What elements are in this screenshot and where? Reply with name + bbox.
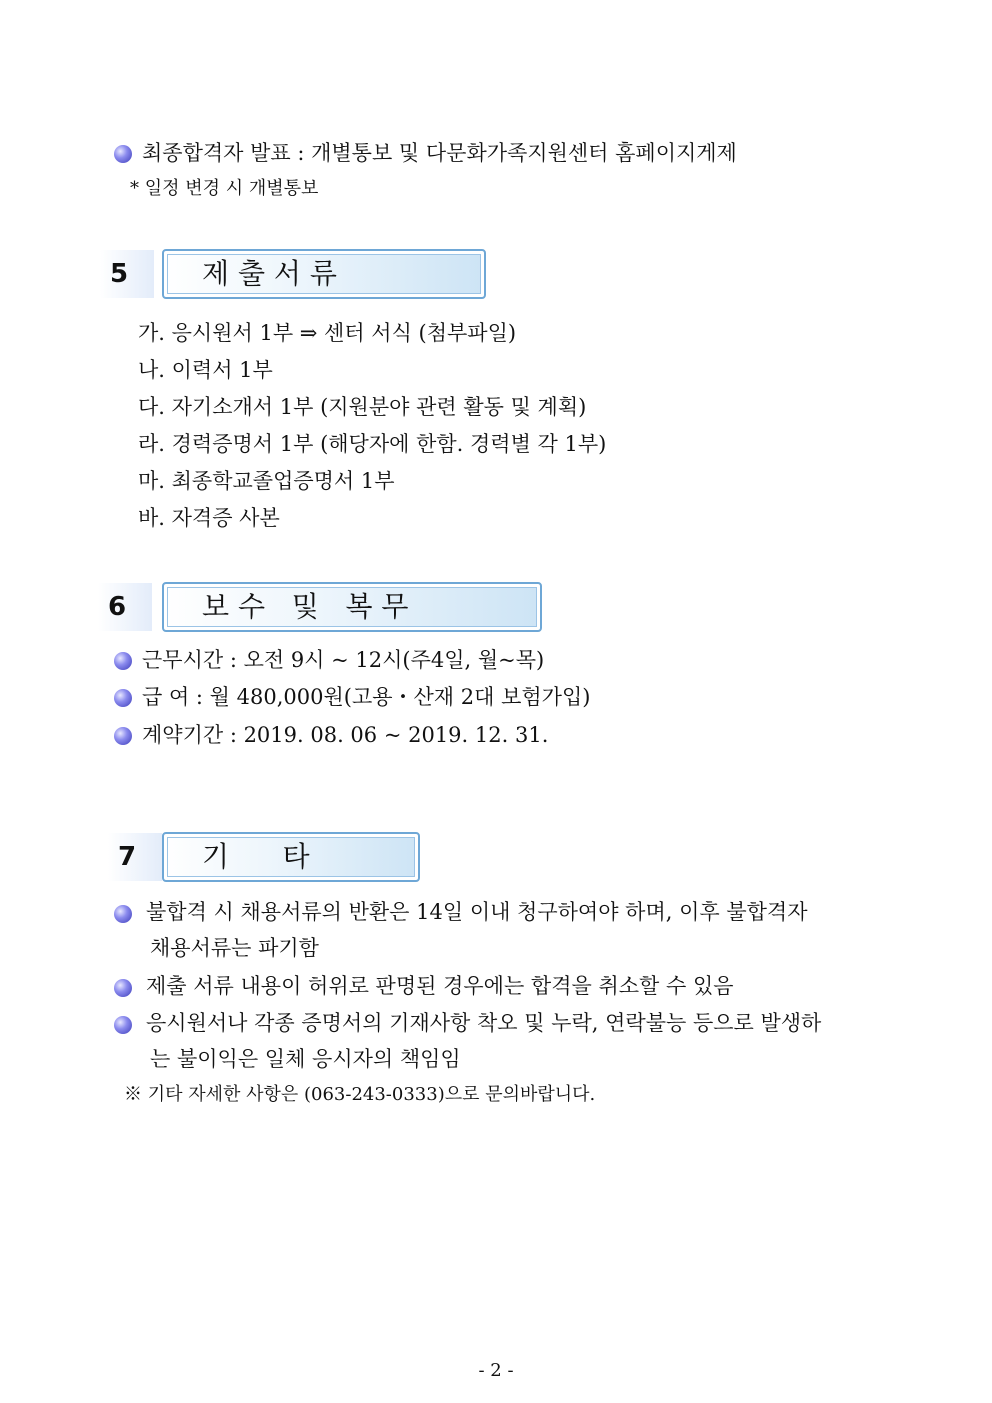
list-item: 바. 자격증 사본 [138,506,280,530]
bullet-icon [114,689,132,707]
list-item-continuation: 채용서류는 파기함 [150,936,319,960]
section-5-number: 5 [100,250,154,298]
section-6-title: 보 수 및 복 무 [202,590,409,623]
bullet-icon [114,145,132,163]
section-7-title: 기 타 [202,840,310,873]
list-item: 다. 자기소개서 1부 (지원분야 관련 활동 및 계획) [138,395,587,419]
list-item: 응시원서나 각종 증명서의 기재사항 착오 및 누락, 연락불능 등으로 발생하 [146,1011,822,1035]
contact-note: ※ 기타 자세한 사항은 (063-243-0333)으로 문의바랍니다. [124,1084,596,1105]
bullet-icon [114,1016,132,1034]
list-item-continuation: 는 불이익은 일체 응시자의 책임임 [150,1047,461,1071]
list-item: 계약기간 : 2019. 08. 06 ~ 2019. 12. 31. [142,723,549,747]
bullet-icon [114,652,132,670]
list-item: 근무시간 : 오전 9시 ~ 12시(주4일, 월~목) [142,648,545,672]
list-item: 제출 서류 내용이 허위로 판명된 경우에는 합격을 취소할 수 있음 [146,974,734,998]
announcement-note: * 일정 변경 시 개별통보 [130,178,319,199]
section-7-header [162,832,420,882]
list-item: 나. 이력서 1부 [138,358,273,382]
section-7-number: 7 [108,833,162,881]
list-item: 마. 최종학교졸업증명서 1부 [138,469,395,493]
section-6-header [162,582,542,632]
bullet-icon [114,727,132,745]
list-item: 급 여 : 월 480,000원(고용・산재 2대 보험가입) [142,685,591,709]
page-number: - 2 - [478,1360,514,1381]
bullet-icon [114,905,132,923]
announcement-line: 최종합격자 발표 : 개별통보 및 다문화가족지원센터 홈페이지게제 [142,141,737,165]
bullet-icon [114,979,132,997]
section-6-number: 6 [98,583,152,631]
list-item: 라. 경력증명서 1부 (해당자에 한함. 경력별 각 1부) [138,432,607,456]
list-item: 불합격 시 채용서류의 반환은 14일 이내 청구하여야 하며, 이후 불합격자 [146,900,808,924]
list-item: 가. 응시원서 1부 ⇒ 센터 서식 (첨부파일) [138,321,517,345]
section-5-title: 제 출 서 류 [202,257,337,290]
section-5-header [162,249,486,299]
